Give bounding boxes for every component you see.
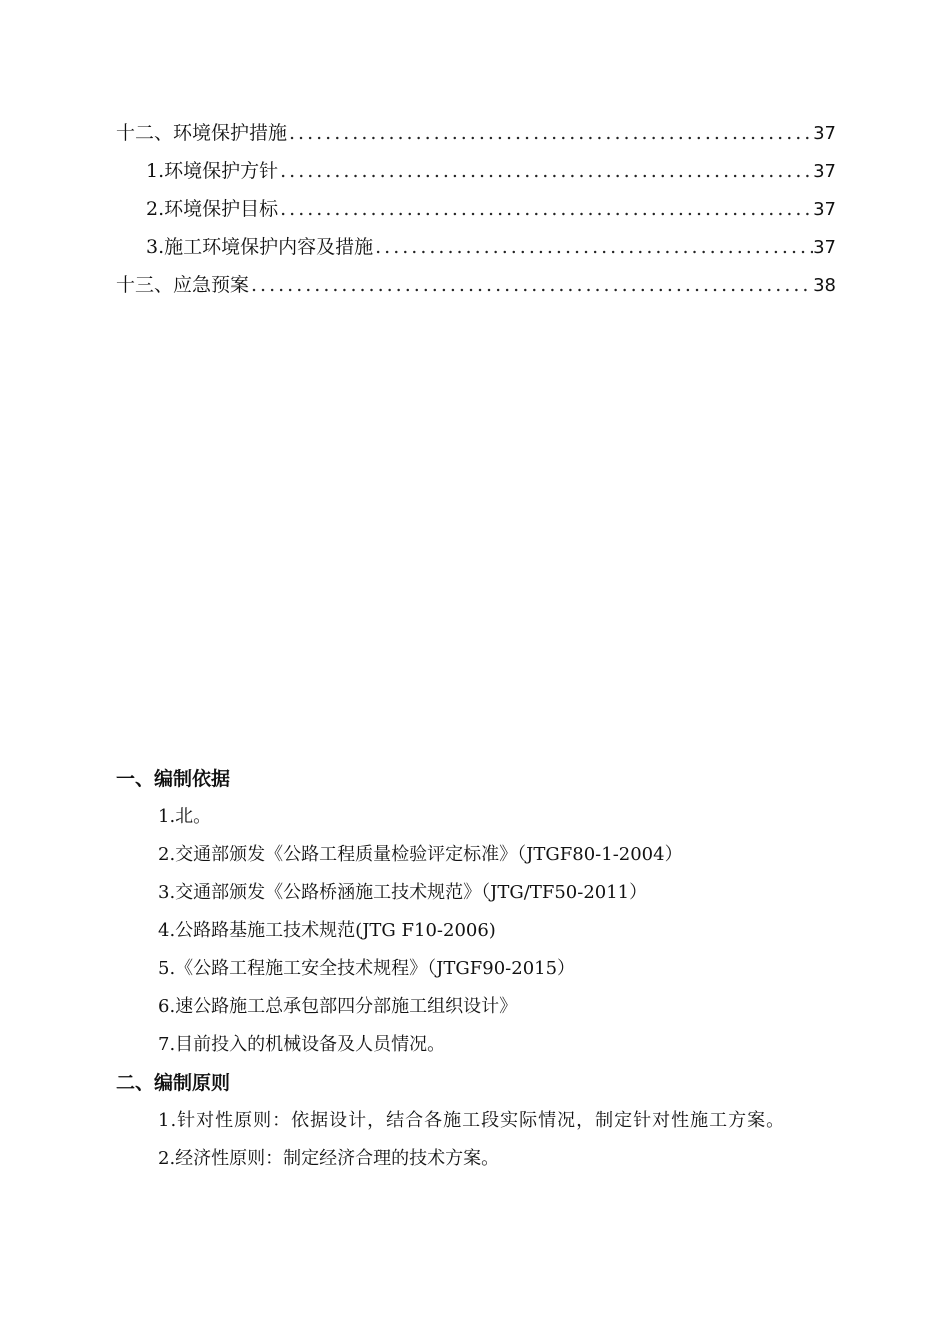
- toc-entry[interactable]: [116, 266, 836, 304]
- section-compilation-basis: [116, 760, 838, 1064]
- basis-item: 1.北。: [158, 806, 212, 827]
- basis-item: 7.目前投入的机械设备及人员情况。: [158, 1034, 446, 1055]
- basis-item: 2.交通部颁发《公路工程质量检验评定标准》（JTGF80-1-2004）: [158, 844, 683, 865]
- basis-item: 3.交通部颁发《公路桥涵施工技术规范》（JTG/TF50-2011）: [158, 882, 648, 903]
- toc-dot-leader: [249, 266, 813, 304]
- toc-entry-title: 1.环境保护方针: [146, 160, 279, 182]
- section-heading: 二、编制原则: [116, 1072, 231, 1094]
- principle-item: 2.经济性原则：制定经济合理的技术方案。: [158, 1148, 500, 1169]
- toc-page-number: 37: [813, 161, 836, 182]
- toc-dot-leader: [287, 114, 813, 152]
- toc-dot-leader: [278, 190, 813, 228]
- toc-dot-leader: [278, 152, 813, 190]
- table-of-contents: [116, 114, 836, 304]
- section-compilation-principles: [116, 1064, 838, 1178]
- basis-item: 5.《公路工程施工安全技术规程》（JTGF90-2015）: [158, 958, 576, 979]
- toc-page-number: 37: [813, 199, 836, 220]
- toc-entry-title: 十二、环境保护措施: [116, 122, 288, 144]
- toc-entry[interactable]: [116, 114, 836, 152]
- section-heading: 一、编制依据: [116, 768, 231, 790]
- toc-entry-title: 十三、应急预案: [116, 274, 250, 296]
- toc-entry-title: 3.施工环境保护内容及措施: [146, 236, 374, 258]
- toc-page-number: 38: [813, 275, 836, 296]
- toc-page-number: 37: [813, 237, 836, 258]
- toc-entry-title: 2.环境保护目标: [146, 198, 279, 220]
- basis-item: 4.公路路基施工技术规范(JTG F10-2006): [158, 920, 496, 941]
- toc-entry[interactable]: [116, 152, 836, 190]
- basis-item: 6.速公路施工总承包部四分部施工组织设计》: [158, 996, 518, 1017]
- document-body: [116, 760, 838, 1178]
- toc-page-number: 37: [813, 123, 836, 144]
- toc-entry[interactable]: [116, 190, 836, 228]
- toc-dot-leader: [373, 228, 813, 266]
- toc-entry[interactable]: [116, 228, 836, 266]
- principle-item: 1.针对性原则：依据设计，结合各施工段实际情况，制定针对性施工方案。: [158, 1110, 786, 1131]
